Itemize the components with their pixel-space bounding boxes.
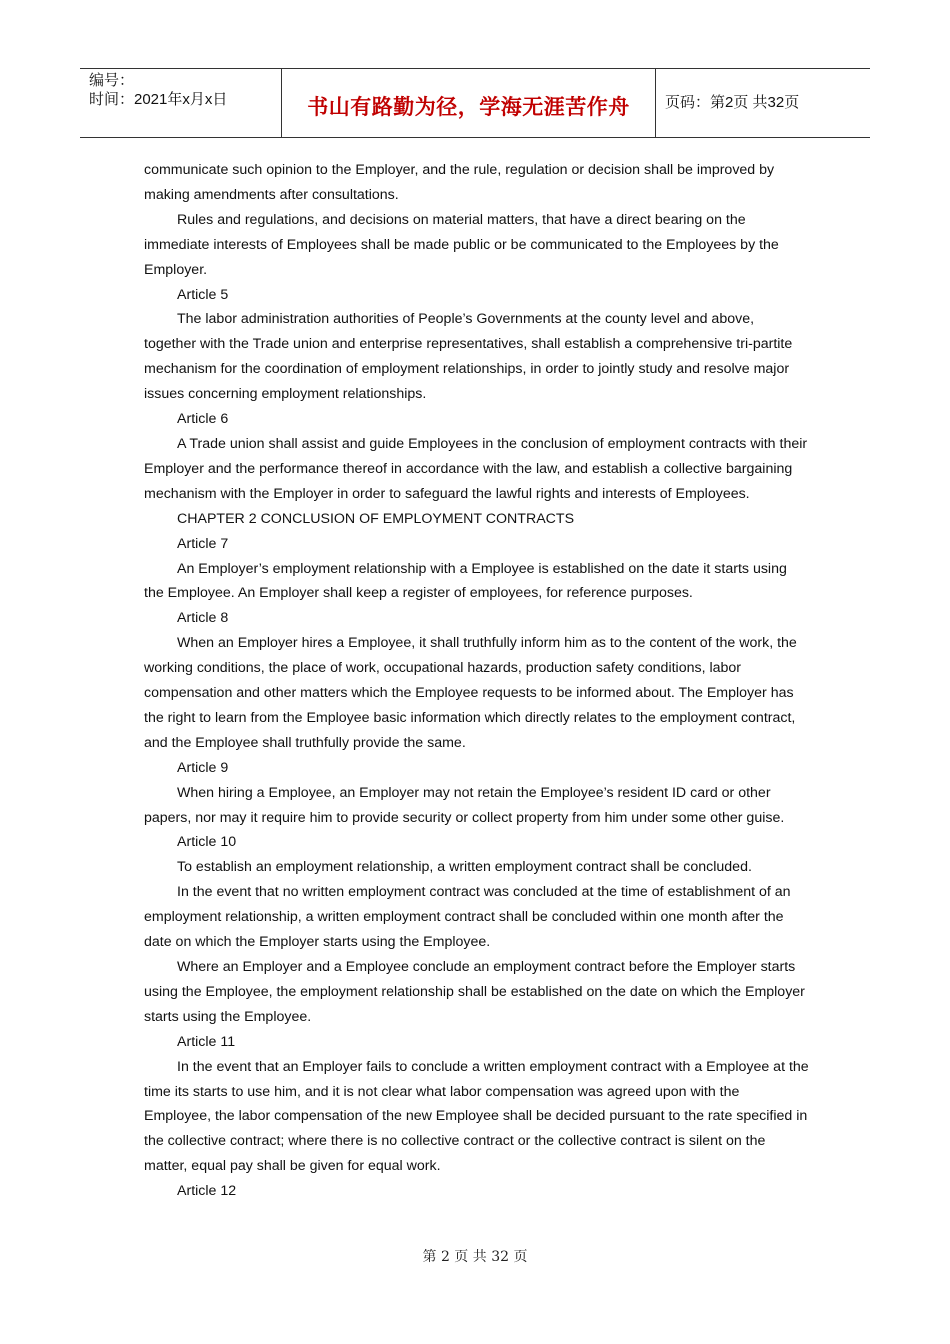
page-header [80,68,870,138]
body-paragraph: A Trade union shall assist and guide Employees in the conclusion of employment contracts with their Employer and the performance thereof in accordance with the law, and establish a collective bargaining mechanism with the Employer in order to safeguard the lawful rights and interests of Employees. [144,435,808,502]
article-heading: Article 10 [177,834,237,851]
header-page-info: 页码：第2页 共32页 [665,94,800,111]
article-heading: Article 12 [177,1183,237,1200]
document-number-label: 编号： [89,72,135,89]
article-heading: Article 6 [177,411,229,428]
body-paragraph: Where an Employer and a Employee conclude an employment contract before the Employer starts using the Employee, the employment relationship shall be established on the date on which the Employer starts using the Employee. [144,959,805,1025]
article-heading: Article 9 [177,759,229,776]
body-paragraph: In the event that no written employment contract was concluded at the time of establishment of an employment relationship, a written employment contract shall be concluded within one month after the date on which the Employer starts using the Employee. [144,884,791,951]
body-paragraph: Rules and regulations, and decisions on material matters, that have a direct bearing on the immediate interests of Employees shall be made public or be communicated to the Employees by the Employer. [144,211,779,278]
body-paragraph: To establish an employment relationship, a written employment contract shall be concluded. [177,859,752,876]
header-meta-cell [80,69,281,137]
article-heading: Article 7 [177,535,229,552]
body-paragraph: The labor administration authorities of People’s Governments at the county level and above, together with the Trade union and enterprise representatives, shall establish a comprehensive tri-partite mechanism for the coordination of employment relationships, in order to jointly study and resolve major issues concerning employment relationships. [144,311,793,403]
article-heading: Article 11 [177,1033,236,1050]
header-motto: 书山有路勤为径，学海无涯苦作舟 [307,95,630,119]
document-body [144,158,810,1204]
document-time-label: 时间：2021年x月x日 [89,91,228,108]
body-paragraph: communicate such opinion to the Employer, and the rule, regulation or decision shall be improved by making amendments after consultations. [144,162,775,203]
body-paragraph: In the event that an Employer fails to conclude a written employment contract with a Employee at the time its starts to use him, and it is not clear what labor compensation was agreed upon with the Employee, the labor compensation of the new Employee shall be decided pursuant to the rate specified in the collective contract; where there is no collective contract or the collective contract is silent on the matter, equal pay shall be given for equal work. [144,1058,809,1175]
header-motto-cell [281,69,656,137]
page-footer: 第 2 页 共 32 页 [422,1249,528,1265]
article-heading: Article 5 [177,286,229,303]
body-paragraph: When hiring a Employee, an Employer may not retain the Employee’s resident ID card or other papers, nor may it require him to provide security or collect property from him under some other guise. [144,784,785,826]
body-paragraph: When an Employer hires a Employee, it shall truthfully inform him as to the content of the work, the working conditions, the place of work, occupational hazards, production safety conditions, labor compensation and other matters which the Employee requests to be informed about. The Employer has the right to learn from the Employee basic information which directly relates to the employment contract, and the Employee shall truthfully provide the same. [144,635,797,751]
header-page-cell [655,69,870,137]
article-heading: Article 8 [177,610,229,627]
body-paragraph: An Employer’s employment relationship with a Employee is established on the date it starts using the Employee. An Employer shall keep a register of employees, for reference purposes. [144,560,787,602]
chapter-heading: CHAPTER 2 CONCLUSION OF EMPLOYMENT CONTRACTS [177,510,575,527]
